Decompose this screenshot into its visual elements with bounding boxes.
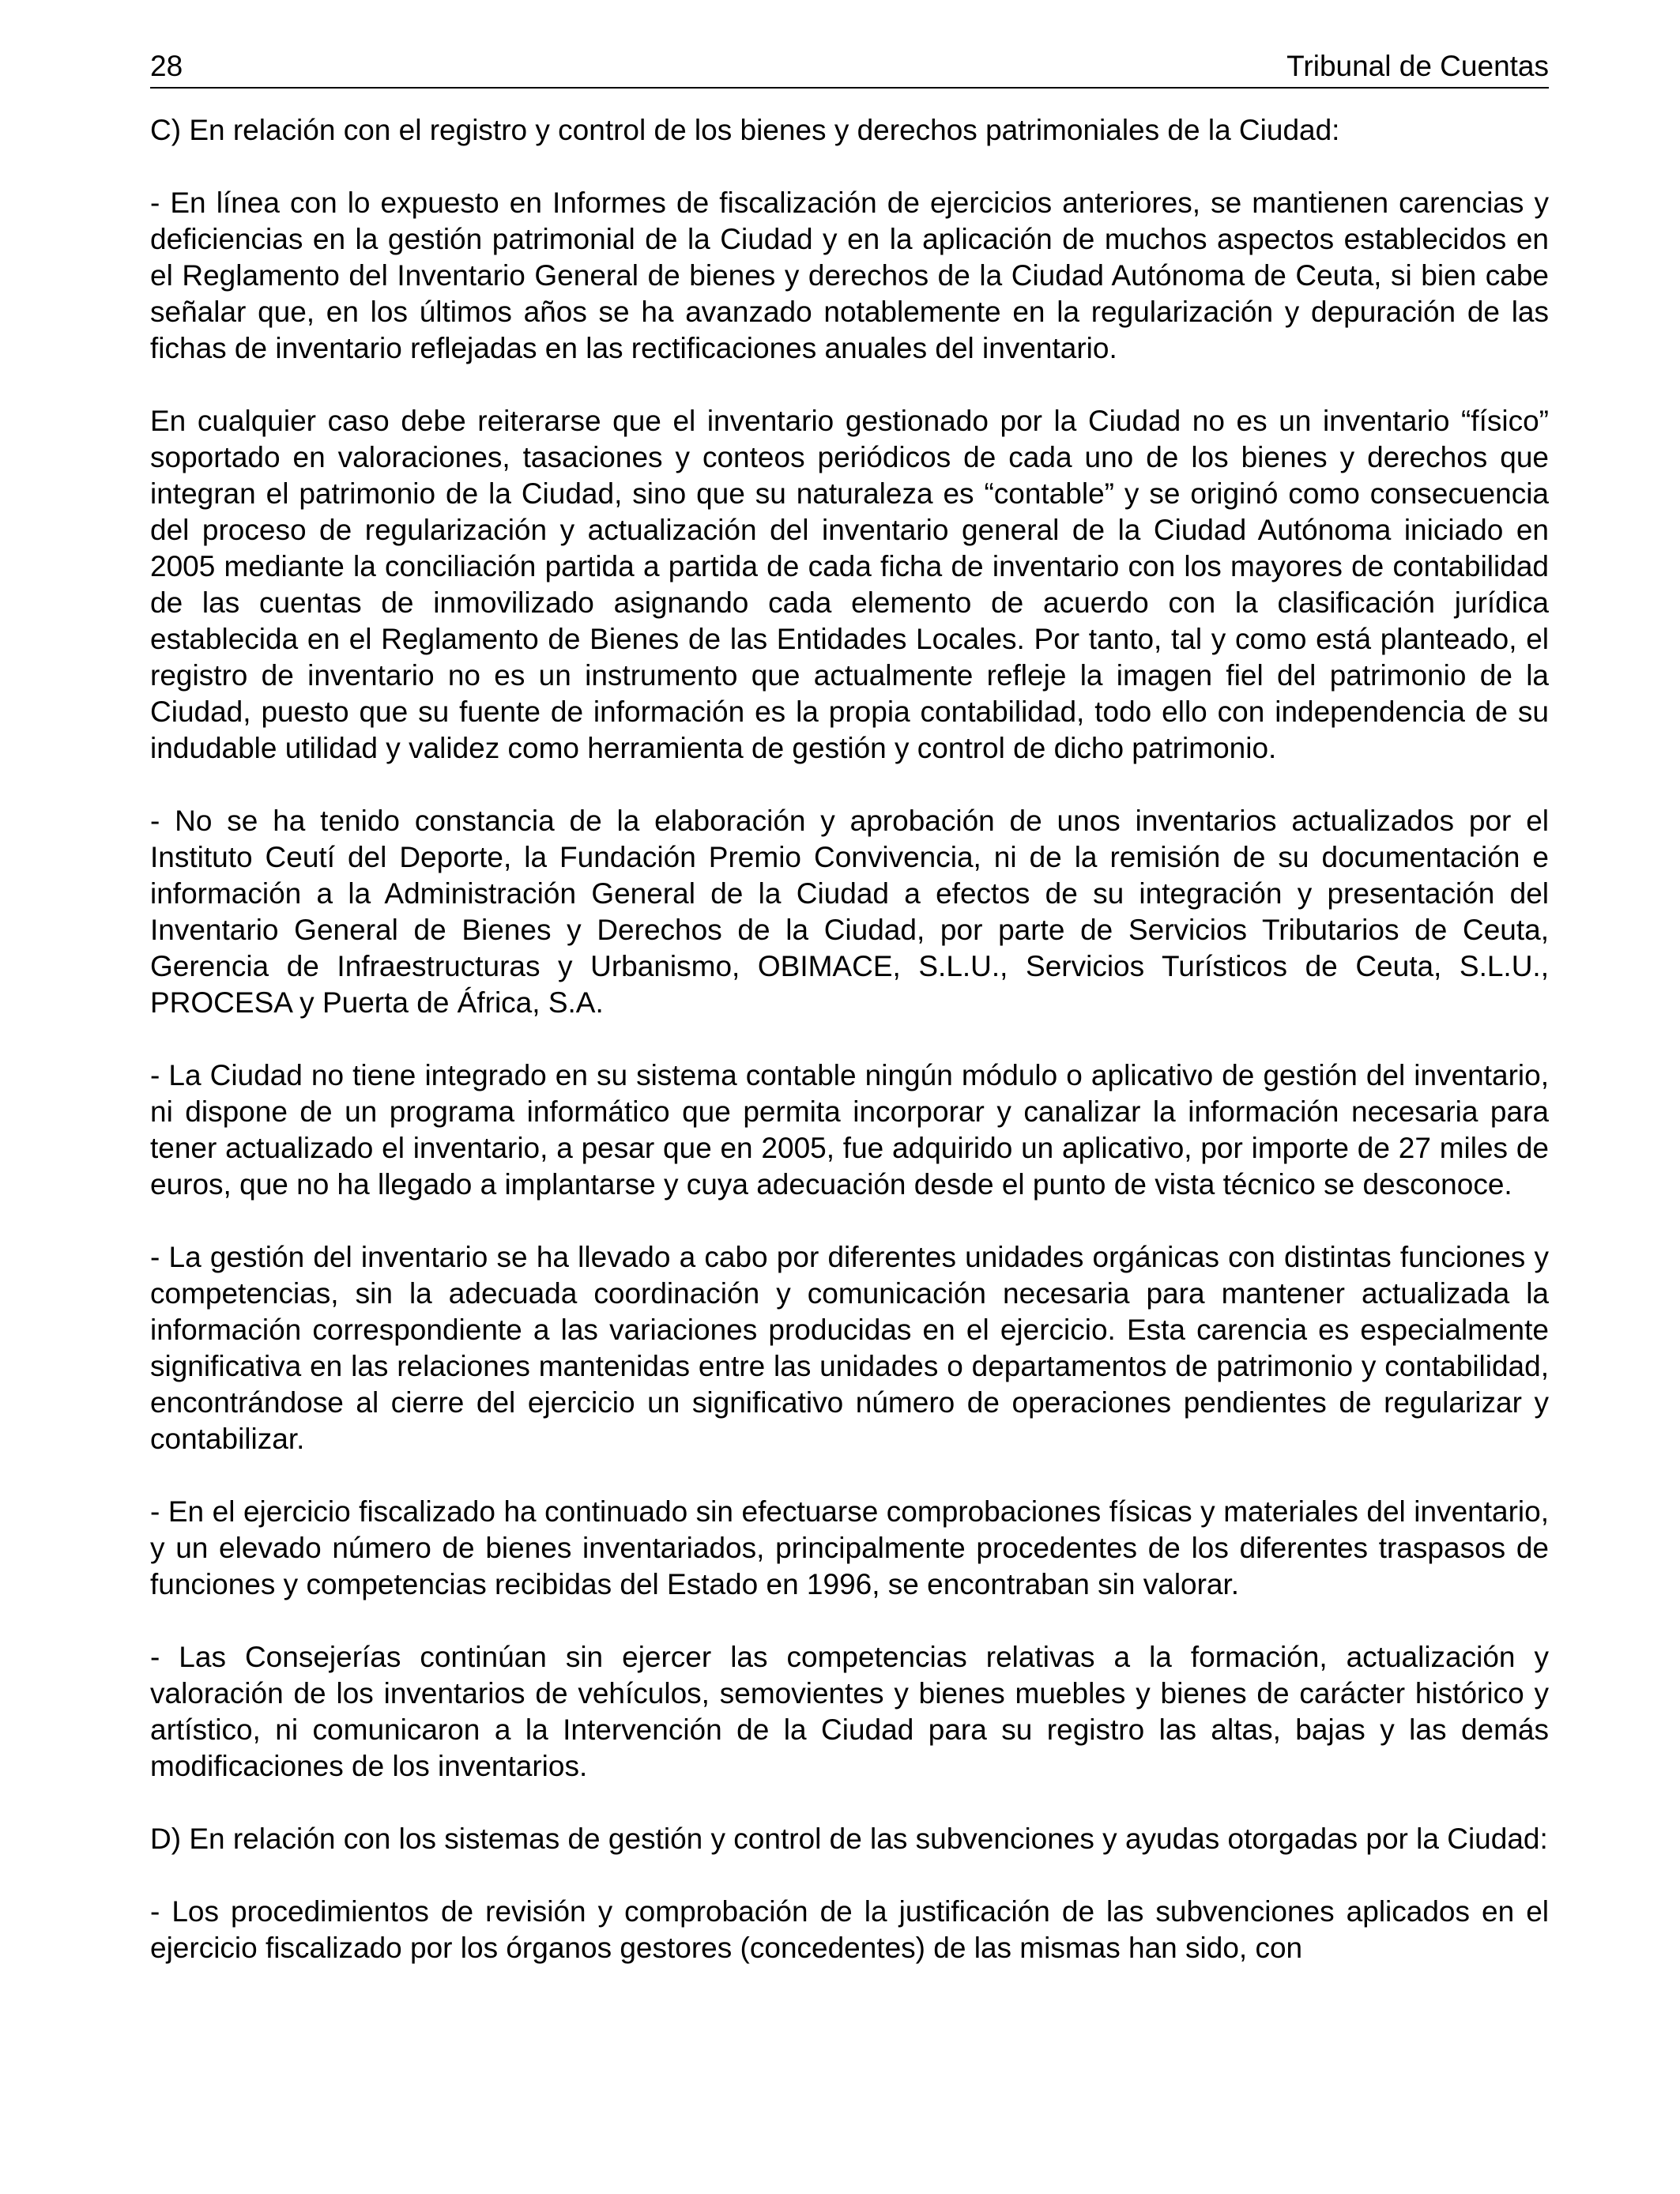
body-paragraph: En cualquier caso debe reiterarse que el inventario gestionado por la Ciudad no es un inventario “físico” soportado en valoraciones, tasaciones y conteos periódicos de cada uno de los bienes y derechos que integran el patrimonio de la Ciudad, sino que su naturaleza es “contable” y se originó como consecuencia del proceso de regularización y actualización del inventario general de la Ciudad Autónoma iniciado en 2005 mediante la conciliación partida a partida de cada ficha de inventario con los mayores de contabilidad de las cuentas de inmovilizado asignando cada elemento de acuerdo con la clasificación jurídica establecida en el Reglamento de Bienes de las Entidades Locales. Por tanto, tal y como está planteado, el registro de inventario no es un instrumento que actualmente refleje la imagen fiel del patrimonio de la Ciudad, puesto que su fuente de información es la propia contabilidad, todo ello con independencia de su indudable utilidad y validez como herramienta de gestión y control de dicho patrimonio.: [150, 405, 1549, 764]
document-page: [150, 49, 1549, 2003]
body-paragraph: - No se ha tenido constancia de la elaboración y aprobación de unos inventarios actualizados por el Instituto Ceutí del Deporte, la Fundación Premio Convivencia, ni de la remisión de su documentación e información a la Administración General de la Ciudad a efectos de su integración y presentación del Inventario General de Bienes y Derechos de la Ciudad, por parte de Servicios Tributarios de Ceuta, Gerencia de Infraestructuras y Urbanismo, OBIMACE, S.L.U., Servicios Turísticos de Ceuta, S.L.U., PROCESA y Puerta de África, S.A.: [150, 805, 1549, 1019]
body-paragraph: - La gestión del inventario se ha llevado a cabo por diferentes unidades orgánicas con distintas funciones y competencias, sin la adecuada coordinación y comunicación necesaria para mantener actualizada la información correspondiente a las variaciones producidas en el ejercicio. Esta carencia es especialmente significativa en las relaciones mantenidas entre las unidades o departamentos de patrimonio y contabilidad, encontrándose al cierre del ejercicio un significativo número de operaciones pendientes de regularizar y contabilizar.: [150, 1241, 1549, 1455]
section-heading-d: D) En relación con los sistemas de gestión y control de las subvenciones y ayudas otorgadas por la Ciudad:: [150, 1823, 1548, 1855]
body-paragraph: - Los procedimientos de revisión y comprobación de la justificación de las subvenciones aplicados en el ejercicio fiscalizado por los órganos gestores (concedentes) de las mismas han sido, con: [150, 1895, 1549, 1964]
header-institution: Tribunal de Cuentas: [1286, 50, 1549, 82]
body-paragraph: - En línea con lo expuesto en Informes de fiscalización de ejercicios anteriores, se mantienen carencias y deficiencias en la gestión patrimonial de la Ciudad y en la aplicación de muchos aspectos establecidos en el Reglamento del Inventario General de bienes y derechos de la Ciudad Autónoma de Ceuta, si bien cabe señalar que, en los últimos años se ha avanzado notablemente en la regularización y depuración de las fichas de inventario reflejadas en las rectificaciones anuales del inventario.: [150, 187, 1549, 364]
body-paragraph: - La Ciudad no tiene integrado en su sistema contable ningún módulo o aplicativo de gestión del inventario, ni dispone de un programa informático que permita incorporar y canalizar la información necesaria para tener actualizado el inventario, a pesar que en 2005, fue adquirido un aplicativo, por importe de 27 miles de euros, que no ha llegado a implantarse y cuya adecuación desde el punto de vista técnico se desconoce.: [150, 1059, 1549, 1201]
page-header: [150, 49, 1549, 89]
body-paragraph: - En el ejercicio fiscalizado ha continuado sin efectuarse comprobaciones físicas y materiales del inventario, y un elevado número de bienes inventariados, principalmente procedentes de los diferentes traspasos de funciones y competencias recibidas del Estado en 1996, se encontraban sin valorar.: [150, 1495, 1549, 1600]
body-paragraph: - Las Consejerías continúan sin ejercer las competencias relativas a la formación, actualización y valoración de los inventarios de vehículos, semovientes y bienes muebles y bienes de carácter histórico y artístico, ni comunicaron a la Intervención de la Ciudad para su registro las altas, bajas y las demás modificaciones de los inventarios.: [150, 1641, 1549, 1782]
section-heading-c: C) En relación con el registro y control de los bienes y derechos patrimoniales de la Ciudad:: [150, 114, 1340, 146]
page-number: 28: [150, 50, 183, 82]
document-body: [150, 112, 1549, 1966]
